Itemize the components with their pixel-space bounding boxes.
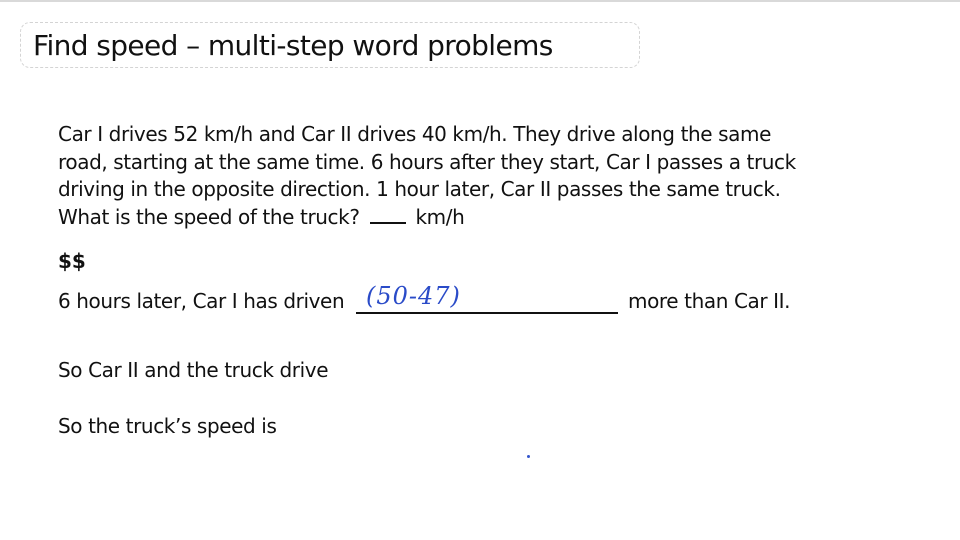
dollar-marker: $$ (58, 249, 86, 273)
title-box (20, 22, 640, 68)
problem-unit: km/h (415, 204, 465, 229)
step-3-text: So the truck’s speed is (58, 414, 277, 438)
problem-line-4 (58, 204, 818, 232)
step-1-suffix: more than Car II. (628, 289, 791, 313)
problem-line-3: driving in the opposite direction. 1 hour later, Car II passes the same truck. (58, 177, 781, 201)
pen-cursor-dot (527, 455, 530, 458)
page-title: Find speed – multi-step word problems (33, 29, 553, 62)
problem-question: What is the speed of the truck? (58, 204, 360, 229)
step-2-text: So Car II and the truck drive (58, 358, 329, 382)
answer-blank (370, 204, 406, 224)
problem-line-2: road, starting at the same time. 6 hours after they start, Car I passes a truck (58, 149, 796, 174)
top-divider (0, 0, 960, 2)
problem-statement (58, 121, 818, 231)
problem-line-1: Car I drives 52 km/h and Car II drives 40 km/h. They drive along the same (58, 122, 772, 146)
step-1-prefix: 6 hours later, Car I has driven (58, 289, 345, 313)
handwritten-text: (50-47) (366, 282, 461, 310)
handwritten-annotation (366, 278, 466, 318)
